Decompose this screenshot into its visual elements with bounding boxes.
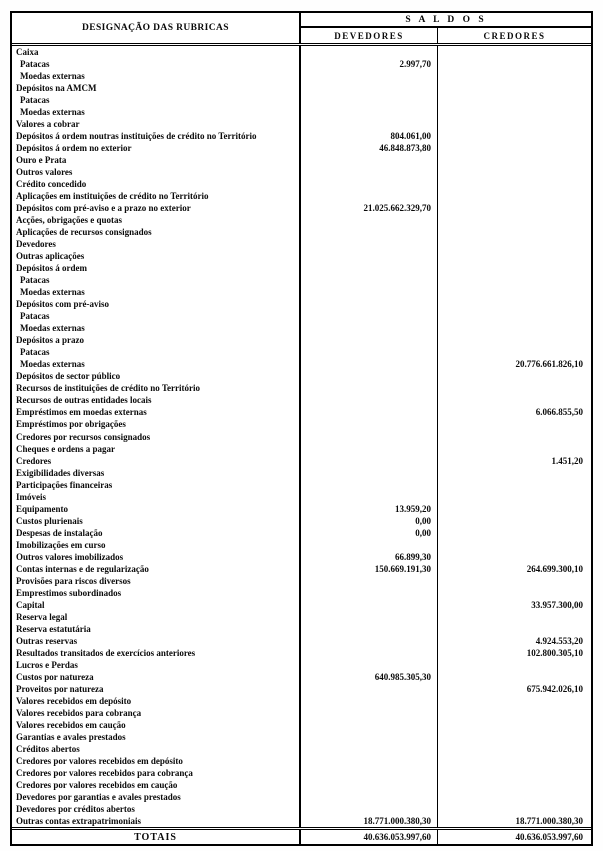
devedores-value [301, 635, 438, 647]
table-row [12, 166, 591, 178]
table-row [12, 503, 591, 515]
rubrica-label: Moedas externas [12, 286, 301, 298]
table-row [12, 635, 591, 647]
devedores-value [301, 731, 438, 743]
credores-value [438, 70, 591, 82]
rubrica-label: Credores [12, 455, 301, 467]
table-row [12, 467, 591, 479]
devedores-value [301, 743, 438, 755]
table-row [12, 623, 591, 635]
rubrica-label: Depósitos a prazo [12, 334, 301, 346]
table-row [12, 695, 591, 707]
table-row [12, 779, 591, 791]
credores-value [438, 431, 591, 443]
rubrica-label: Devedores por garantias e avales prestados [12, 791, 301, 803]
table-row [12, 118, 591, 130]
credores-value [438, 791, 591, 803]
devedores-value [301, 274, 438, 286]
rubrica-label: Credores por valores recebidos em caução [12, 779, 301, 791]
rubrica-label: Empréstimos em moedas externas [12, 406, 301, 418]
credores-value [438, 94, 591, 106]
table-row [12, 322, 591, 334]
devedores-value [301, 154, 438, 166]
credores-value [438, 82, 591, 94]
credores-value [438, 214, 591, 226]
credores-value [438, 238, 591, 250]
credores-value [438, 370, 591, 382]
table-row [12, 406, 591, 418]
devedores-value [301, 190, 438, 202]
table-row [12, 418, 591, 430]
table-header [12, 13, 591, 46]
table-row [12, 575, 591, 587]
table-row [12, 394, 591, 406]
rubrica-label: Recursos de outras entidades locais [12, 394, 301, 406]
credores-value [438, 479, 591, 491]
devedores-value [301, 166, 438, 178]
rubrica-label: Participações financeiras [12, 479, 301, 491]
devedores-value: 0,00 [301, 527, 438, 539]
table-row [12, 767, 591, 779]
credores-value: 33.957.300,00 [531, 599, 583, 610]
table-row [12, 479, 591, 491]
rubrica-label: Outras aplicações [12, 250, 301, 262]
credores-value [438, 539, 591, 551]
header-saldos-subrow [301, 28, 591, 43]
rubrica-label: Reserva legal [12, 611, 301, 623]
devedores-value [301, 659, 438, 671]
credores-value: 264.699.300,10 [526, 563, 583, 574]
rubrica-label: Resultados transitados de exercícios anteriores [12, 647, 301, 659]
devedores-value [301, 539, 438, 551]
devedores-value [301, 779, 438, 791]
rubrica-label: Contas internas e de regularização [12, 563, 301, 575]
header-designacao-das-rubricas: DESIGNAÇÃO DAS RUBRICAS [12, 13, 301, 43]
devedores-value [301, 719, 438, 731]
totals-devedores-value: 40.636.053.997,60 [301, 830, 438, 844]
credores-value [438, 527, 591, 539]
table-row [12, 443, 591, 455]
credores-value: 102.800.305,10 [526, 647, 583, 658]
table-row [12, 358, 591, 370]
devedores-value [301, 467, 438, 479]
rubrica-label: Custos plurienais [12, 515, 301, 527]
credores-value [438, 755, 591, 767]
devedores-value [301, 250, 438, 262]
credores-value [438, 803, 591, 815]
credores-value [438, 346, 591, 358]
credores-value [438, 262, 591, 274]
credores-value [438, 611, 591, 623]
rubrica-label: Acções, obrigações e quotas [12, 214, 301, 226]
table-row [12, 455, 591, 467]
credores-value [438, 418, 591, 430]
devedores-value: 46.848.873,80 [301, 142, 438, 154]
credores-value [438, 142, 591, 154]
devedores-value [301, 94, 438, 106]
rubrica-label: Imobilizações em curso [12, 539, 301, 551]
table-row [12, 334, 591, 346]
table-row [12, 142, 591, 154]
devedores-value [301, 755, 438, 767]
credores-value [438, 551, 591, 563]
devedores-value [301, 623, 438, 635]
rubrica-label: Credores por valores recebidos em depósito [12, 755, 301, 767]
rubrica-label: Moedas externas [12, 358, 301, 370]
rubrica-label: Depósitos com pré-aviso [12, 298, 301, 310]
credores-value [438, 58, 591, 70]
table-row [12, 659, 591, 671]
table-row [12, 154, 591, 166]
table-row [12, 250, 591, 262]
devedores-value [301, 767, 438, 779]
devedores-value [301, 418, 438, 430]
credores-value [438, 671, 591, 683]
credores-value: 20.776.661.826,10 [515, 359, 583, 370]
devedores-value [301, 683, 438, 695]
rubrica-label: Recursos de instituições de crédito no Território [12, 382, 301, 394]
rubrica-label: Patacas [12, 94, 301, 106]
credores-value [438, 491, 591, 503]
devedores-value: 2.997,70 [301, 58, 438, 70]
devedores-value: 150.669.191,30 [301, 563, 438, 575]
devedores-value [301, 587, 438, 599]
table-row [12, 178, 591, 190]
table-row [12, 130, 591, 142]
devedores-value [301, 322, 438, 334]
table-row [12, 671, 591, 683]
credores-value [438, 106, 591, 118]
totals-row [12, 827, 591, 844]
table-row [12, 274, 591, 286]
rubrica-label: Créditos abertos [12, 743, 301, 755]
rubrica-label: Caixa [12, 46, 301, 58]
rubrica-label: Outros valores imobilizados [12, 551, 301, 563]
credores-value [438, 515, 591, 527]
table-row [12, 599, 591, 611]
table-row [12, 803, 591, 815]
rubrica-label: Lucros e Perdas [12, 659, 301, 671]
devedores-value [301, 106, 438, 118]
devedores-value [301, 599, 438, 611]
rubrica-label: Emprestimos subordinados [12, 587, 301, 599]
rubrica-label: Depósitos de sector público [12, 370, 301, 382]
devedores-value [301, 491, 438, 503]
credores-value [438, 286, 591, 298]
credores-value [438, 190, 591, 202]
table-row [12, 647, 591, 659]
rubrica-label: Despesas de instalação [12, 527, 301, 539]
rubrica-label: Depósitos á ordem [12, 262, 301, 274]
table-row [12, 551, 591, 563]
rubrica-label: Outros valores [12, 166, 301, 178]
credores-value [438, 382, 591, 394]
totals-credores-value: 40.636.053.997,60 [515, 832, 583, 842]
rubrica-label: Crédito concedido [12, 178, 301, 190]
rubrica-label: Depósitos na AMCM [12, 82, 301, 94]
header-saldos: S A L D O S [301, 13, 591, 28]
devedores-value [301, 443, 438, 455]
rubrica-label: Patacas [12, 310, 301, 322]
balance-table [10, 11, 593, 846]
devedores-value [301, 647, 438, 659]
devedores-value [301, 358, 438, 370]
credores-value [438, 322, 591, 334]
credores-value: 675.942.026,10 [526, 683, 583, 694]
rubrica-label: Credores por recursos consignados [12, 431, 301, 443]
devedores-value: 21.025.662.329,70 [301, 202, 438, 214]
table-row [12, 527, 591, 539]
devedores-value [301, 46, 438, 58]
rubrica-label: Depósitos com pré-aviso e a prazo no exterior [12, 202, 301, 214]
devedores-value [301, 455, 438, 467]
devedores-value [301, 695, 438, 707]
devedores-value [301, 310, 438, 322]
table-row [12, 46, 591, 58]
rubrica-label: Cheques e ordens a pagar [12, 443, 301, 455]
rubrica-label: Garantias e avales prestados [12, 731, 301, 743]
credores-value [438, 202, 591, 214]
table-row [12, 563, 591, 575]
credores-value [438, 623, 591, 635]
devedores-value [301, 431, 438, 443]
credores-value [438, 731, 591, 743]
credores-value [438, 767, 591, 779]
devedores-value: 66.899,30 [301, 551, 438, 563]
credores-value [438, 575, 591, 587]
table-row [12, 431, 591, 443]
devedores-value [301, 575, 438, 587]
header-devedores: DEVEDORES [301, 28, 438, 43]
credores-value [438, 443, 591, 455]
table-row [12, 70, 591, 82]
credores-value [438, 226, 591, 238]
rubrica-label: Custos por natureza [12, 671, 301, 683]
table-row [12, 58, 591, 70]
rubrica-label: Devedores por créditos abertos [12, 803, 301, 815]
devedores-value [301, 238, 438, 250]
devedores-value [301, 118, 438, 130]
rubrica-label: Exigibilidades diversas [12, 467, 301, 479]
credores-value [438, 394, 591, 406]
rubrica-label: Outras contas extrapatrimoniais [12, 815, 301, 827]
credores-value [438, 130, 591, 142]
rubrica-label: Devedores [12, 238, 301, 250]
rubrica-label: Empréstimos por obrigações [12, 418, 301, 430]
rubrica-label: Imóveis [12, 491, 301, 503]
rubrica-label: Aplicações de recursos consignados [12, 226, 301, 238]
devedores-value [301, 406, 438, 418]
rubrica-label: Moedas externas [12, 106, 301, 118]
devedores-value [301, 82, 438, 94]
table-row [12, 743, 591, 755]
table-row [12, 491, 591, 503]
table-row [12, 719, 591, 731]
table-row [12, 815, 591, 827]
credores-value [438, 467, 591, 479]
table-row [12, 262, 591, 274]
table-row [12, 106, 591, 118]
rubrica-label: Valores recebidos para cobrança [12, 707, 301, 719]
table-row [12, 94, 591, 106]
devedores-value [301, 70, 438, 82]
rubrica-label: Depósitos á ordem noutras instituições de crédito no Território [12, 130, 301, 142]
credores-value [438, 659, 591, 671]
table-row [12, 346, 591, 358]
devedores-value: 0,00 [301, 515, 438, 527]
table-row [12, 190, 591, 202]
credores-value: 1.451,20 [551, 455, 583, 466]
rubrica-label: Valores a cobrar [12, 118, 301, 130]
credores-value [438, 274, 591, 286]
rubrica-label: Equipamento [12, 503, 301, 515]
table-row [12, 382, 591, 394]
credores-value [438, 298, 591, 310]
table-row [12, 202, 591, 214]
credores-value [438, 250, 591, 262]
credores-value [438, 118, 591, 130]
header-saldos-group [301, 13, 591, 43]
devedores-value [301, 382, 438, 394]
credores-value [438, 166, 591, 178]
table-row [12, 611, 591, 623]
devedores-value [301, 334, 438, 346]
devedores-value [301, 286, 438, 298]
rubrica-label: Credores por valores recebidos para cobrança [12, 767, 301, 779]
devedores-value: 640.985.305,30 [301, 671, 438, 683]
rubrica-label: Patacas [12, 346, 301, 358]
rubrica-label: Proveitos por natureza [12, 683, 301, 695]
credores-value [438, 587, 591, 599]
table-row [12, 791, 591, 803]
rubrica-label: Capital [12, 599, 301, 611]
table-row [12, 683, 591, 695]
rubrica-label: Aplicações em instituições de crédito no Território [12, 190, 301, 202]
rubrica-label: Provisões para riscos diversos [12, 575, 301, 587]
devedores-value [301, 298, 438, 310]
table-row [12, 286, 591, 298]
devedores-value [301, 479, 438, 491]
rubrica-label: Patacas [12, 58, 301, 70]
rubrica-label: Depósitos á ordem no exterior [12, 142, 301, 154]
devedores-value [301, 262, 438, 274]
credores-value [438, 743, 591, 755]
table-row [12, 298, 591, 310]
table-row [12, 731, 591, 743]
devedores-value [301, 226, 438, 238]
devedores-value [301, 214, 438, 226]
table-row [12, 238, 591, 250]
table-row [12, 226, 591, 238]
credores-value: 4.924.553,20 [535, 635, 583, 646]
rubrica-label: Outras reservas [12, 635, 301, 647]
credores-value [438, 178, 591, 190]
credores-value [438, 503, 591, 515]
table-row [12, 515, 591, 527]
credores-value [438, 46, 591, 58]
devedores-value [301, 707, 438, 719]
rubrica-label: Moedas externas [12, 70, 301, 82]
devedores-value: 804.061,00 [301, 130, 438, 142]
devedores-value [301, 611, 438, 623]
rubrica-label: Reserva estatutária [12, 623, 301, 635]
devedores-value [301, 394, 438, 406]
rubrica-label: Valores recebidos em caução [12, 719, 301, 731]
devedores-value [301, 791, 438, 803]
table-row [12, 214, 591, 226]
rubrica-label: Ouro e Prata [12, 154, 301, 166]
totals-label: TOTAIS [12, 830, 301, 844]
table-body [12, 46, 591, 827]
table-row [12, 707, 591, 719]
credores-value: 18.771.000.380,30 [515, 816, 583, 826]
table-row [12, 310, 591, 322]
table-row [12, 755, 591, 767]
rubrica-label: Valores recebidos em depósito [12, 695, 301, 707]
table-row [12, 539, 591, 551]
devedores-value: 18.771.000.380,30 [301, 815, 438, 827]
devedores-value [301, 370, 438, 382]
credores-value [438, 719, 591, 731]
credores-value [438, 695, 591, 707]
credores-value [438, 154, 591, 166]
credores-value [438, 779, 591, 791]
credores-value [438, 310, 591, 322]
devedores-value [301, 346, 438, 358]
devedores-value: 13.959,20 [301, 503, 438, 515]
devedores-value [301, 178, 438, 190]
table-row [12, 370, 591, 382]
table-row [12, 587, 591, 599]
credores-value [438, 334, 591, 346]
rubrica-label: Moedas externas [12, 322, 301, 334]
credores-value: 6.066.855,50 [535, 407, 583, 418]
credores-value [438, 707, 591, 719]
rubrica-label: Patacas [12, 274, 301, 286]
header-credores: CREDORES [483, 30, 546, 41]
table-row [12, 82, 591, 94]
devedores-value [301, 803, 438, 815]
